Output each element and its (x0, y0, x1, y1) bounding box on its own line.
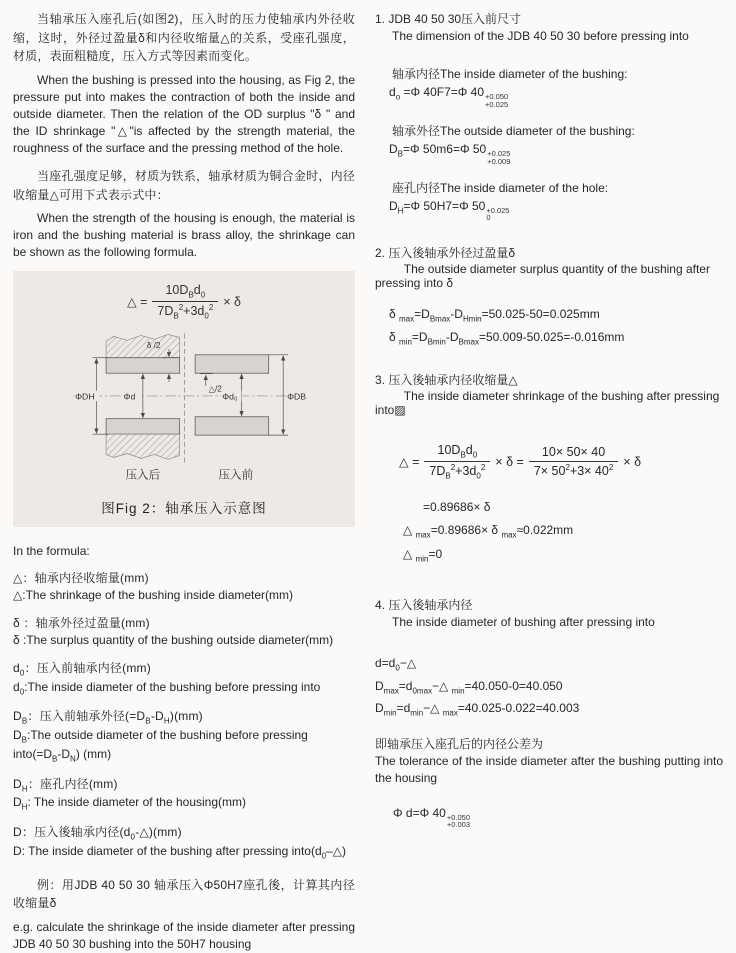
figure-formula (19, 283, 349, 321)
press-fit-diagram (19, 329, 349, 489)
tri-half-label: △/2 (208, 384, 222, 394)
definition-d-after: D：压入後轴承内径$(d_0-\triangle)(mm)$ D: The inside diameter of the bushing after pressing $into(d_0-\triangle)$ (13, 825, 346, 861)
section-4-title-en: The inside diameter of bushing after pressing into (392, 615, 655, 630)
tolerance-note-en: The tolerance of the inside diameter after the bushing putting into the housing (375, 753, 723, 785)
figure-2-panel (13, 271, 355, 527)
section-3-title-cn: 3. 压入後轴承内径收缩量△ (375, 372, 518, 387)
condition-paragraph-cn: 当座孔强度足够，材质为铁系，轴承材质为铜合金时，内径收缩量△可用下式表示式中： (13, 168, 355, 202)
db-label: ΦDB (287, 391, 307, 402)
housing-bottom-hatch (106, 434, 180, 459)
d-label: Φd (123, 391, 136, 402)
delta-min-equation: δ $_{min}=D_{Bmin}-D_{Bmax}=50.009-50.025=-0.016mm$ (389, 330, 625, 347)
definition-shrinkage: △：轴承内径收缩量(mm) △:The shrinkage of the bushing inside diameter(mm) (13, 570, 294, 602)
dmax-equation: $D_{max}=d_{0max}-\triangle$ $_{min}$=40.050-0=40.050 (375, 678, 563, 696)
item-hole-diameter: 座孔内径The inside diameter of the hole: $D_H=\Phi$ 50H7=Φ 50 +0.025 0 (389, 180, 609, 223)
definition-d0: $d_0$：压入前轴承内径(mm) $d_0:The$ inside diameter of the bushing before pressing into (13, 660, 321, 697)
shrinkage-formula: △ = $\frac{10D_Bd_0}{7D_B^2+3d_0^2}$ × δ = $\frac{10\times 50\times 40}{7\times 50^2+3\times 40^2}$ × δ (399, 442, 642, 481)
section-1-title-en: The dimension of the JDB 40 50 30 before pressing into (392, 29, 689, 43)
definition-db: $D_B$：压入前轴承外径$(=D_B-D_H)(mm)$ $D_B:The$ outside diameter of the bushing before pressing $into(=D_B-D_N)$ (mm) (13, 709, 308, 764)
dmin-equation: $D_{min}=d_{min}-\triangle$ $_{max}$=40.025-0.022=40.003 (375, 701, 580, 718)
section-4-title-cn: 4. 压入後轴承内径 (375, 598, 473, 613)
d0-label: Φd₀ (222, 391, 238, 402)
section-2-title-en: The outside diameter surplus quantity of the bushing after pressing into δ (375, 262, 710, 291)
section-1-title-cn: 1. JDB 40 50 30压入前尺寸 (375, 12, 522, 26)
tolerance-note-cn: 即轴承压入座孔后的内径公差为 (375, 736, 544, 751)
bushing-bottom-wall-free (195, 416, 269, 434)
result-factor: =0.89686× δ (423, 500, 491, 515)
figure-caption: 图Fig 2：轴承压入示意图 (101, 500, 267, 516)
delta-max-equation: δ $_{max}=D_{Bmax}-D_{Hmin}=50.025-50=0.025mm$ (389, 307, 600, 324)
definition-dh: $D_H$：座孔内径(mm) $D_H$: The inside diameter of the housing(mm) (13, 776, 247, 812)
section-2 (375, 244, 723, 349)
section-3-title-en: The inside diameter shrinkage of the bushing after pressing into▨ (375, 388, 720, 417)
dh-label: ΦDH (75, 391, 95, 402)
section-3 (375, 371, 723, 566)
example-en: e.g. calculate the shrinkage of the inside diameter after pressing JDB 40 50 30 bushing into the 50H7 housing (13, 919, 355, 951)
formula-rhs: × δ (223, 294, 242, 309)
before-press-label: 压入前 (218, 468, 254, 482)
right-column (375, 10, 723, 953)
in-formula-heading: In the formula: (13, 543, 90, 558)
section-2-title-cn: 2. 压入後轴承外径过盈量δ (375, 246, 516, 261)
bushing-top-wall-pressed (106, 357, 180, 372)
d-equation: $d=d_0-\triangle$ (375, 656, 417, 673)
intro-paragraph-en: When the bushing is pressed into the housing, as Fig 2, the pressure put into makes the contraction of both the inside and outside diameter. Then the relation of the OD surplus "δ " and the ID shrinkage "△"is affected by the strength material, the roughness of the surface and the pressing method of the hole. (13, 72, 355, 155)
delta-half-label: δ /2 (146, 340, 161, 350)
intro-paragraph-cn: 当轴承压入座孔后(如图2)，压入时的压力使轴承内外径收缩，这时，外径过盈量δ和内径收缩量△的关系，受座孔强度，材质，表面粗糙度，压入方式等因素而变化。 (13, 12, 355, 64)
bushing-top-wall-free (195, 355, 269, 373)
result-max: △ $_{max}$=0.89686× δ $_{max}$≈0.022mm (403, 523, 574, 540)
formula-lhs: △ = (126, 295, 148, 310)
formula-fraction: $\frac{10D_Bd_0}{7D_B^2+3d_0^2}$ (152, 283, 218, 321)
item-inside-diameter: 轴承内径The inside diameter of the bushing: $d_o =\Phi$ 40F7=Φ 40 +0.050 +0.025 (389, 67, 628, 109)
section-4 (375, 596, 723, 829)
result-min: △ $_{min}$=0 (403, 546, 443, 564)
section-1 (375, 10, 723, 222)
after-press-label: 压入后 (125, 468, 161, 482)
condition-paragraph-en: When the strength of the housing is enough, the material is iron and the bushing material is brass alloy, the shrinkage can be shown as the following formula. (13, 211, 355, 260)
item-outside-diameter: 轴承外径The outside diameter of the bushing: $D_B=\Phi$ 50m6=Φ 50 +0.025 +0.009 (389, 123, 635, 166)
definition-surplus: δ ：轴承外径过盈量(mm) δ :The surplus quantity of the bushing outside diameter(mm) (13, 615, 334, 647)
example-cn: 例：用JDB 40 50 30 轴承压入Φ50H7座孔後，计算其内径收缩量δ (13, 877, 355, 911)
bushing-bottom-wall-pressed (106, 418, 180, 433)
left-column (13, 10, 355, 953)
housing-top-hatch (106, 334, 180, 357)
final-tolerance: Φ d=Φ 40 +0.050 +0.003 (393, 805, 471, 830)
